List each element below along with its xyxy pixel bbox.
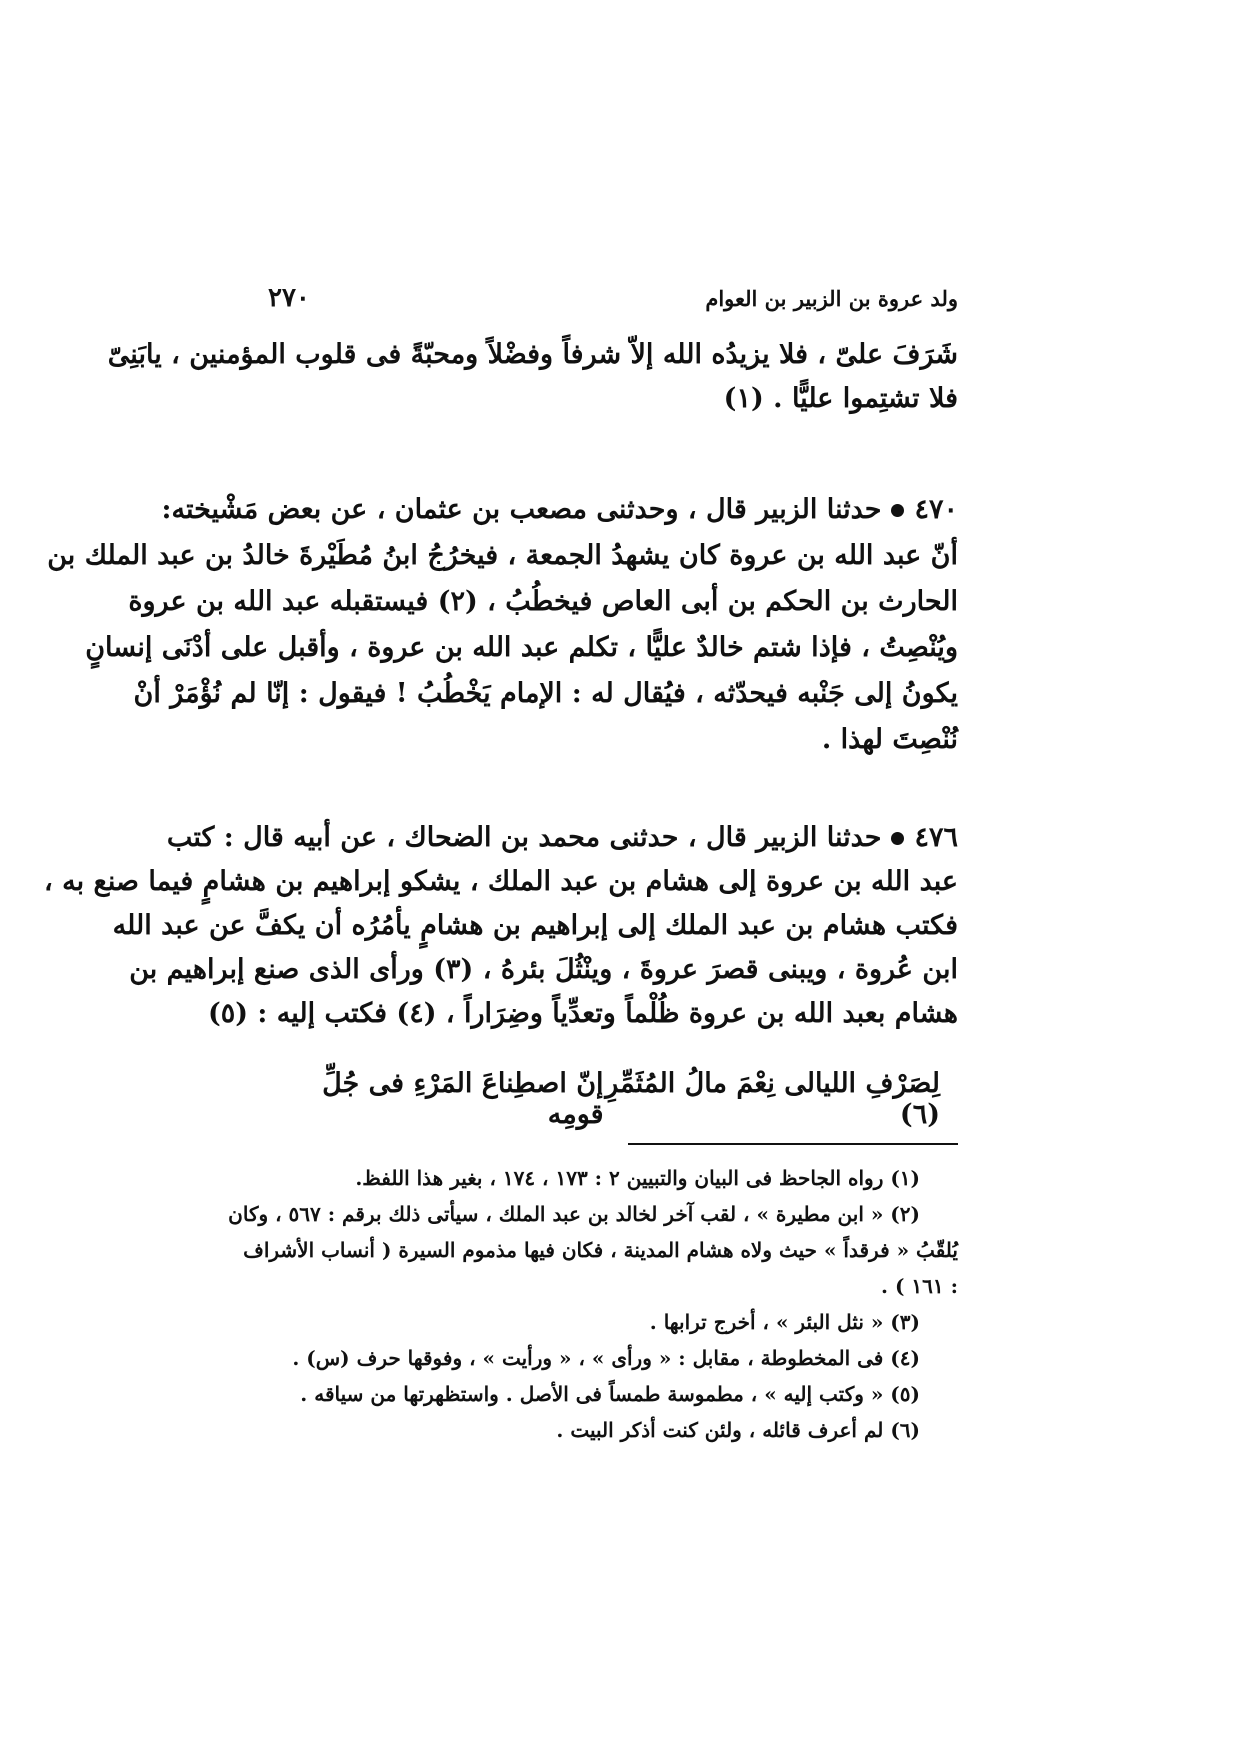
text-line: فلا تشتِموا عليًّا . (١): [723, 383, 958, 414]
footnote: (٦) لم أعرف قائله ، ولئن كنت أذكر البيت .: [556, 1418, 920, 1442]
entry-470: [47, 490, 958, 760]
text-line: ابن عُروة ، ويبنى قصرَ عروةَ ، وينْثُلَ بئرهُ ، (٣) ورأى الذى صنع إبراهيم بن: [129, 954, 958, 985]
footnote-continuation: : ١٦١ ) .: [881, 1274, 958, 1298]
entry-first-line-text: حدثنا الزبير قال ، حدثنى محمد بن الضحاك ، عن أبيه قال : كتب: [166, 822, 882, 853]
text-line: نُنْصِتَ لهذا .: [821, 724, 958, 755]
verse-hemistich-2: لِصَرْفِ الليالى نِعْمَ مالُ المُثَمِّرِ (٦): [605, 1068, 940, 1130]
footnote: (٤) فى المخطوطة ، مقابل : « ورأى » ، « ورأيت » ، وفوقها حرف (س) .: [292, 1346, 920, 1370]
verse-hemistich-1: إنّ اصطِناعَ المَرْءِ فى جُلِّ قومِه: [322, 1068, 604, 1130]
footnote: (٥) « وكتب إليه » ، مطموسة طمساً فى الأصل . واستظهرتها من سياقه .: [300, 1382, 920, 1406]
text-line: هشام بعبد الله بن عروة ظُلْماً وتعدِّياً وضِرَاراً ، (٤) فكتب إليه : (٥): [207, 998, 958, 1029]
footnote: (١) رواه الجاحظ فى البيان والتبيين ٢ : ١٧٣ ، ١٧٤ ، بغير هذا اللفظ.: [355, 1166, 920, 1190]
intro-paragraph: [107, 335, 958, 419]
text-line: يكونُ إلى جَنْبه فيحدّثه ، فيُقال له : الإمام يَخْطُبُ ! فيقول : إنّا لم نُؤْمَرْ أنْ: [133, 678, 958, 709]
bullet-icon: [891, 832, 904, 845]
text-line: الحارث بن الحكم بن أبى العاص فيخطُبُ ، (٢) فيستقبله عبد الله بن عروة: [128, 586, 958, 617]
entry-first-line: [166, 818, 958, 858]
text-line: أنّ عبد الله بن عروة كان يشهدُ الجمعة ، فيخرُجُ ابنُ مُطَيْرةَ خالدُ بن عبد الملك بن: [47, 540, 958, 571]
bullet-icon: [891, 504, 904, 517]
verse: [300, 1068, 940, 1130]
entry-first-line: [161, 490, 958, 530]
footnote: (٢) « ابن مطيرة » ، لقب آخر لخالد بن عبد الملك ، سيأتى ذلك برقم : ٥٦٧ ، وكان: [228, 1202, 920, 1226]
entry-number: ٤٧٦: [914, 822, 958, 853]
text-line: عبد الله بن عروة إلى هشام بن عبد الملك ، يشكو إبراهيم بن هشامٍ فيما صنع به ،: [44, 866, 958, 897]
footnote-divider: [628, 1143, 958, 1145]
running-title: ولد عروة بن الزبير بن العوام: [705, 285, 958, 311]
footnote-continuation: يُلقّبُ « فرقداً » حيث ولاه هشام المدينة ، فكان فيها مذموم السيرة ( أنساب الأشراف: [243, 1238, 958, 1262]
entry-476: [44, 818, 958, 1034]
page-number: ٢٧٠: [268, 283, 310, 313]
text-line: فكتب هشام بن عبد الملك إلى إبراهيم بن هشامٍ يأمُرُه أن يكفَّ عن عبد الله: [112, 910, 958, 941]
text-line: ويُنْصِتُ ، فإذا شتم خالدٌ عليًّا ، تكلم عبد الله بن عروة ، وأقبل على أدْنَى إنسانٍ: [85, 632, 958, 663]
page-header: [268, 278, 958, 318]
footnotes: [228, 1160, 958, 1448]
entry-number: ٤٧٠: [914, 494, 958, 525]
entry-first-line-text: حدثنا الزبير قال ، وحدثنى مصعب بن عثمان ، عن بعض مَشْيخته:: [161, 494, 882, 525]
footnote: (٣) « نثل البئر » ، أخرج ترابها .: [649, 1310, 920, 1334]
text-line: شَرَفَ علىّ ، فلا يزيدُه الله إلاّ شرفاً وفضْلاً ومحبّةً فى قلوب المؤمنين ، يابَنِىّ: [107, 339, 958, 370]
